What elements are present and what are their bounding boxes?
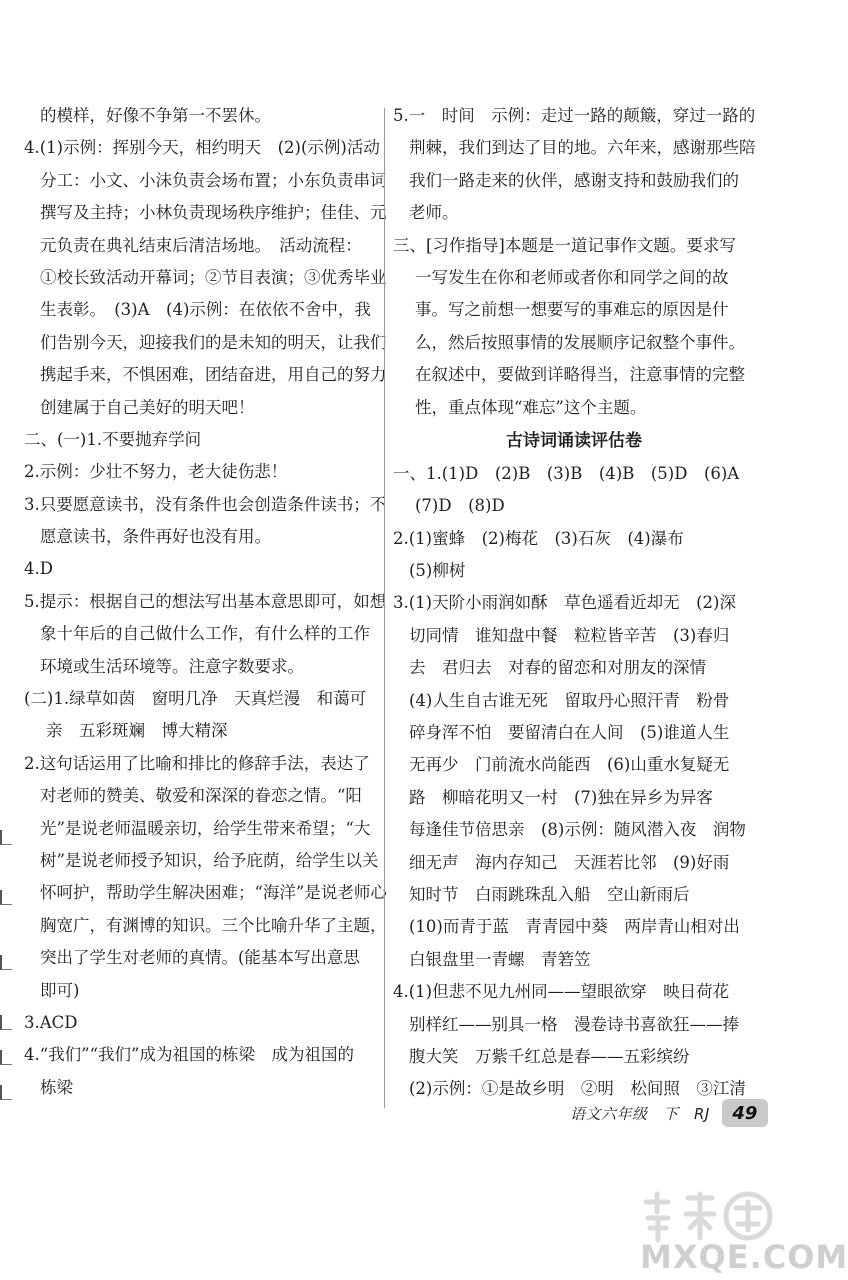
answer-text-line: 的模样，好像不争第一不罢休。	[40, 106, 271, 125]
answer-text-line: 们告别今天，迎接我们的是未知的明天，让我们	[40, 332, 387, 352]
footer-book-label: 语文六年级 下 RJ	[570, 1104, 710, 1123]
answer-text-line: ①校长致活动开幕词；②节目表演；③优秀毕业	[40, 267, 387, 287]
right-column	[393, 100, 755, 1106]
left-column	[24, 100, 387, 1104]
answer-text-line: 对老师的赞美、敬爱和深深的眷恋之情。“阳	[40, 786, 362, 806]
answer-text-line: 2.(1)蜜蜂 (2)梅花 (3)石灰 (4)瀑布	[393, 528, 684, 548]
answer-text-line: 2.这句话运用了比喻和排比的修辞手法，表达了	[24, 753, 370, 773]
column-divider	[384, 108, 385, 1108]
answer-text-line: 细无声 海内存知己 天涯若比邻 (9)好雨	[409, 852, 730, 872]
answer-text-line: 去 君归去 对春的留恋和对朋友的深情	[409, 658, 706, 678]
section-title: 古诗词诵读评估卷	[506, 430, 642, 451]
answer-text-line: (4)人生自古谁无死 留取丹心照汗青 粉骨	[409, 690, 730, 710]
answer-text-line: 无再少 门前流水尚能西 (6)山重水复疑无	[409, 755, 730, 775]
answer-text-line: 光”是说老师温暖亲切，给学生带来希望；“大	[40, 818, 371, 838]
right-column-top-answers	[393, 100, 755, 424]
watermark-text: MXQE.COM	[640, 1238, 848, 1276]
binding-edge-mark	[0, 830, 12, 845]
answer-text-line: 3.只要愿意读书，没有条件也会创造条件读书；不	[24, 494, 387, 514]
answer-text-line: 路 柳暗花明又一村 (7)独在异乡为异客	[409, 787, 713, 807]
answer-text-line: 5.一 时间 示例：走过一路的颠簸，穿过一路的	[393, 106, 756, 125]
answer-text-line: 一、1.(1)D (2)B (3)B (4)B (5)D (6)A	[393, 463, 740, 483]
answer-text-line: 胸宽广，有渊博的知识。三个比喻升华了主题，	[40, 915, 387, 935]
answer-text-line: 白银盘里一青螺 青箬笠	[409, 949, 591, 969]
answer-text-line: 亲 五彩斑斓 博大精深	[46, 721, 228, 741]
answer-text-line: 一写发生在你和老师或者你和同学之间的故	[415, 267, 729, 287]
answer-text-line: 事。写之前想一想要写的事难忘的原因是什	[415, 300, 729, 320]
answer-text-line: 知时节 白雨跳珠乱入船 空山新雨后	[409, 884, 690, 904]
answer-text-line: 环境或生活环境等。注意字数要求。	[40, 656, 304, 676]
answer-text-line: 性，重点体现“难忘”这个主题。	[415, 397, 647, 417]
page-footer	[570, 1098, 768, 1128]
binding-edge-mark	[0, 890, 12, 905]
answer-text-line: 分工：小文、小沫负责会场布置；小东负责串词	[40, 170, 387, 190]
answer-text-line: 4.“我们”“我们”成为祖国的栋梁 成为祖国的	[24, 1045, 354, 1065]
answer-text-line: 创建属于自己美好的明天吧！	[40, 397, 255, 417]
answer-text-line: 切同情 谁知盘中餐 粒粒皆辛苦 (3)春归	[409, 625, 730, 645]
answer-text-line: 即可)	[40, 980, 80, 1000]
right-column-poetry-answers	[393, 458, 755, 1106]
binding-edge-mark	[0, 1085, 12, 1100]
binding-edge-mark	[0, 1050, 12, 1065]
answer-text-line: 碎身浑不怕 要留清白在人间 (5)谁道人生	[409, 723, 730, 743]
answer-text-line: 每逢佳节倍思亲 (8)示例：随风潜入夜 润物	[409, 820, 746, 840]
answer-text-line: 二、(一)1.不要抛弃学问	[24, 429, 202, 449]
answer-text-line: 3.(1)天阶小雨润如酥 草色遥看近却无 (2)深	[393, 593, 736, 613]
answer-text-line: (10)而青于蓝 青青园中葵 两岸青山相对出	[409, 917, 740, 937]
answer-text-line: 别样红——别具一格 漫卷诗书喜欲狂——捧	[409, 1014, 739, 1034]
answer-text-line: 4.D	[24, 559, 53, 579]
binding-edge-mark	[0, 955, 12, 970]
watermark-seal-logo	[640, 1188, 772, 1244]
answer-text-line: 我们一路走来的伙伴，感谢支持和鼓励我们的	[409, 170, 739, 190]
answer-text-line: 愿意读书，条件再好也没有用。	[40, 527, 271, 547]
answer-text-line: 栋梁	[40, 1077, 73, 1097]
answer-text-line: 荆棘，我们到达了目的地。六年来，感谢那些陪	[409, 138, 756, 158]
answer-text-line: 2.示例：少壮不努力，老大徒伤悲！	[24, 462, 288, 482]
answer-text-line: 么，然后按照事情的发展顺序记叙整个事件。	[415, 332, 745, 352]
answer-text-line: 突出了学生对老师的真情。(能基本写出意思	[40, 948, 360, 968]
page-number-badge: 49	[722, 1099, 768, 1127]
answer-text-line: 5.提示：根据自己的想法写出基本意思即可，如想	[24, 591, 387, 611]
answer-text-line: 老师。	[409, 203, 459, 223]
answer-text-line: 在叙述中，要做到详略得当，注意事情的完整	[415, 365, 745, 385]
answer-text-line: 腹大笑 万紫千红总是春——五彩缤纷	[409, 1046, 690, 1066]
answer-text-line: 三、[习作指导]本题是一道记事作文题。要求写	[393, 235, 736, 255]
binding-edge-mark	[0, 1015, 12, 1030]
answer-text-line: 携起手来，不惧困难，团结奋进，用自己的努力	[40, 365, 387, 385]
answer-text-line: 象十年后的自己做什么工作，有什么样的工作	[40, 624, 370, 644]
answer-text-line: 怀呵护，帮助学生解决困难；“海洋”是说老师心	[40, 883, 387, 903]
answer-text-line: 3.ACD	[24, 1012, 78, 1032]
answer-text-line: 4.(1)但悲不见九州同——望眼欲穿 映日荷花	[393, 982, 730, 1002]
answer-text-line: (二)1.绿草如茵 窗明几净 天真烂漫 和蔼可	[24, 689, 367, 709]
answer-text-line: 树”是说老师授予知识，给予庇荫，给学生以关	[40, 850, 379, 870]
answer-text-line: 撰写及主持；小林负责现场秩序维护；佳佳、元	[40, 203, 387, 223]
answer-text-line: (2)示例：①是故乡明 ②明 松间照 ③江清	[409, 1079, 746, 1099]
answer-text-line: 元负责在典礼结束后清洁场地。 活动流程：	[40, 235, 362, 255]
answer-text-line: (7)D (8)D	[415, 496, 505, 516]
answer-text-line: 4.(1)示例：挥别今天，相约明天 (2)(示例)活动	[24, 138, 380, 158]
answer-text-line: (5)柳树	[409, 561, 466, 581]
answer-text-line: 生表彰。 (3)A (4)示例：在依依不舍中，我	[40, 300, 371, 320]
